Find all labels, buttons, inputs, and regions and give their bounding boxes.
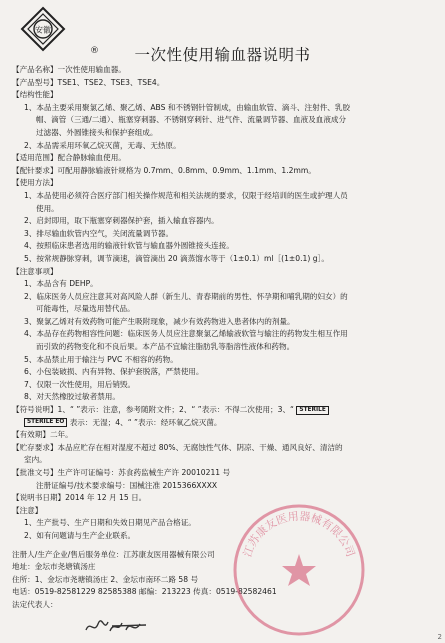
structure-item-1-line-2: 帽、滴管（三通/二通）、瓶塞穿刺器、不锈钢穿刺针、进气件、流量调节器、血液及血液成分 — [36, 115, 347, 125]
approval-line-1: 【批准文号】生产许可证编号：苏食药监械生产许 20010211 号 — [12, 468, 231, 477]
storage-line-2: 室内。 — [24, 455, 47, 465]
product-model-line: 【产品型号】TSE1、TSE2、TSE3、TSE4。 — [12, 77, 165, 87]
document-body — [12, 64, 436, 612]
handwritten-signature — [82, 616, 150, 636]
usage-item-1-line-1: 1、本品使用必须符合医疗部门相关操作规范和相关法规的要求，仅限于经培训的医生或护理人员 — [24, 190, 348, 200]
structure-item-1-line-1: 1、本品主要采用聚氯乙烯、聚乙烯、ABS 和不锈钢针管制成，由输血软管、滴斗、注射件、乳胶 — [24, 102, 351, 112]
sterile-eo-symbol: STERILE EO — [24, 418, 67, 427]
needle-requirement-line: 【配针要求】可配用静脉输液针规格为 0.7mm、0.8mm、0.9mm、1.1mm、1.2mm。 — [12, 165, 316, 175]
caution-item-4-line-2: 而引致的药物变化和不良后果。本产品不宜输注脂肪乳等脂溶性液体和药物。 — [36, 342, 295, 352]
symbol-line-2 — [12, 417, 436, 430]
caution-item-8: 8、对天然橡胶过敏者禁用。 — [24, 392, 120, 402]
scope-line: 【适用范围】配合静脉输血使用。 — [12, 153, 126, 163]
date-line: 【说明书日期】2014 年 12 月 15 日。 — [12, 493, 147, 503]
caution-item-4-line-1: 4、本品存在药物相容性问题：临床医务人员应注意聚氯乙烯输液软管与输注的药物发生相互作用 — [24, 329, 348, 339]
caution-item-3: 3、聚氯乙烯对有效药物可能产生吸附现象，减少有效药物进入患者体内的剂量。 — [24, 316, 295, 326]
approval-line-2: 注册证编号/技术要求编号：国械注准 2015366XXXX — [36, 480, 218, 490]
symbol-description-2: 表示：无湿；4、“ ”表示：经环氧乙烷灭菌。 — [69, 417, 222, 427]
caution-item-2-line-1: 2、临床医务人员应注意其对高风险人群（新生儿、青春期前的男性、怀孕期和哺乳期的妇女）的 — [24, 291, 348, 301]
symbol-line-1 — [12, 404, 436, 417]
usage-item-3: 3、排尽输血软管内空气，关闭流量调节器。 — [24, 228, 174, 238]
page-number: 2 — [437, 633, 442, 641]
caution-item-5: 5、本品禁止用于输注与 PVC 不相容的药物。 — [24, 354, 178, 364]
seal-text: 江苏康友医用器械有限公司 — [240, 509, 358, 559]
note-item-2: 2、如有问题请与生产企业联系。 — [24, 530, 136, 540]
sterile-symbol: STERILE — [296, 406, 328, 415]
caution-item-1: 1、本品含有 DEHP。 — [24, 279, 98, 289]
product-name-line: 【产品名称】一次性使用输血器。 — [12, 65, 126, 74]
document-title: 一次性使用输血器说明书 — [134, 46, 311, 64]
caution-item-7: 7、仅限一次性使用，用后销毁。 — [24, 379, 136, 389]
structure-item-1-line-3: 过滤器、外圆锥接头和保护套组成。 — [36, 127, 158, 137]
logo-text: 安徽 — [35, 25, 51, 35]
symbol-description-1: 【符号说明】1、“ ”表示：注意，参考随附文件；2、“ ”表示：不得二次使用；3、“ — [12, 405, 294, 415]
caution-heading: 【注意事项】 — [12, 266, 58, 276]
usage-item-2: 2、启封即用，取下瓶塞穿刺器保护套，插入输血容器内。 — [24, 216, 219, 226]
structure-item-2: 2、本品需采用环氧乙烷灭菌，无毒、无热原。 — [24, 140, 181, 150]
usage-item-1-line-2: 使用。 — [36, 203, 59, 213]
structure-heading: 【结构性能】 — [12, 90, 58, 100]
residence-line: 住所：1、金坛市尧塘镇汤庄 2、金坛市南环二路 58 号 — [12, 574, 199, 584]
validity-line: 【有效期】二年。 — [12, 430, 73, 440]
storage-line-1: 【贮存要求】本品应贮存在相对湿度不超过 80%、无腐蚀性气体、阴凉、干燥、通风良好、清洁的 — [12, 442, 343, 452]
caution-item-2-line-2: 可能毒性，尽量选用替代品。 — [36, 304, 135, 314]
note-item-1: 1、生产批号、生产日期和失效日期见产品合格证。 — [24, 518, 196, 528]
caution-item-6: 6、小包装破损、内有异物、保护套脱落，严禁使用。 — [24, 367, 204, 377]
usage-item-5: 5、按常规静脉穿刺，调节滴速，滴管滴出 20 滴蒸馏水等于（1±0.1）ml［(1±0.1) g］。 — [24, 253, 329, 263]
legal-rep-line: 法定代表人： — [12, 599, 58, 609]
usage-item-4: 4、按照临床患者选用的输液针软管与输血器外圆锥接头连接。 — [24, 241, 234, 251]
usage-heading: 【使用方法】 — [12, 178, 58, 188]
note-heading: 【注意】 — [12, 505, 43, 515]
registered-mark: ® — [90, 46, 99, 56]
contact-line: 电话：0519-82581229 82585388 邮编：213223 传真：0519-82582461 — [12, 587, 277, 597]
address-line: 地址：金坛市尧塘镇汤庄 — [12, 562, 96, 572]
manufacturer-line: 注册人/生产企业/售后服务单位：江苏康友医用器械有限公司 — [12, 549, 215, 559]
